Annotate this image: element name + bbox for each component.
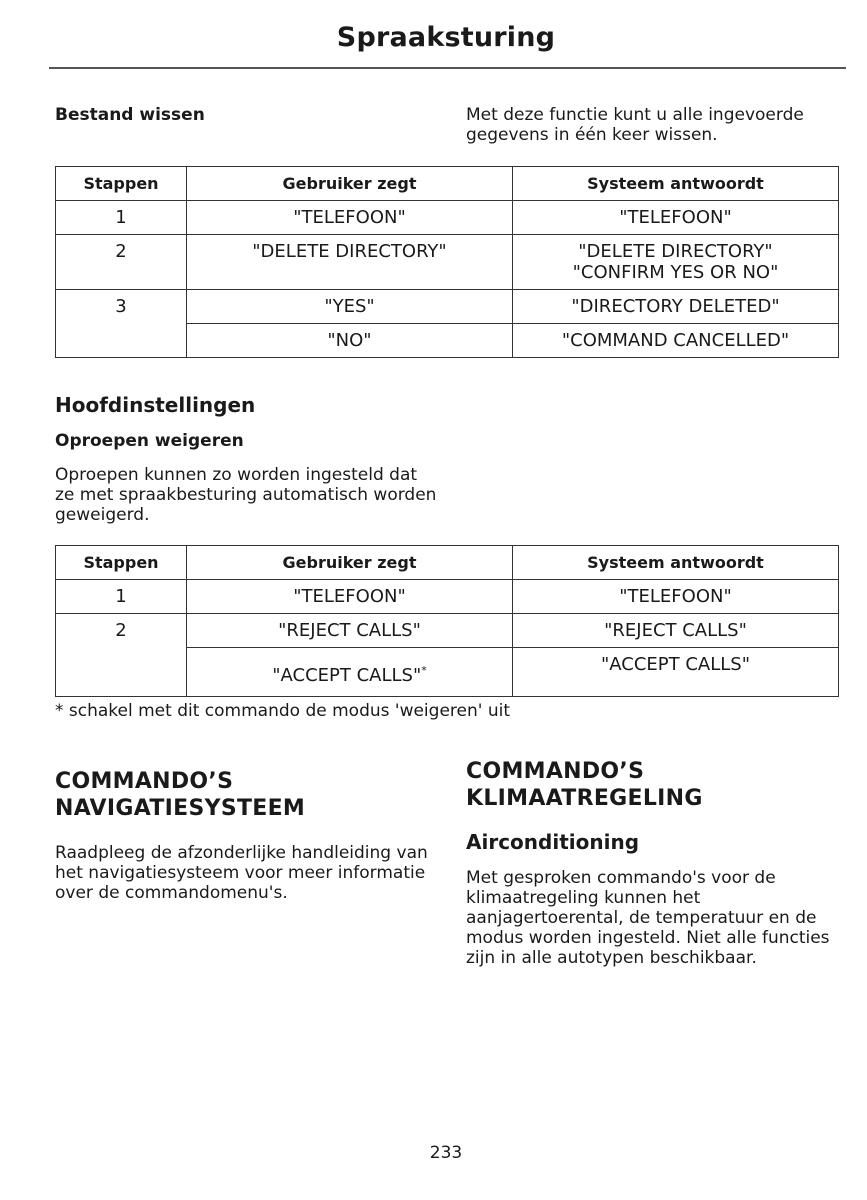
oproepen-weigeren-text: Oproepen kunnen zo worden ingesteld dat ze met spraakbesturing automatisch worden geweigerd.: [55, 465, 437, 525]
system-responds-cell: "ACCEPT CALLS": [513, 648, 839, 697]
bestand-wissen-label: Bestand wissen: [55, 105, 205, 125]
step-cell: 3: [56, 290, 187, 358]
user-says-cell: "REJECT CALLS": [187, 614, 513, 648]
table-row: [56, 201, 839, 235]
page-title: Spraaksturing: [336, 22, 556, 53]
bestand-wissen-description: Met deze functie kunt u alle ingevoerde gegevens in één keer wissen.: [466, 105, 804, 145]
footnote-marker: *: [421, 664, 427, 677]
table-row: [56, 614, 839, 648]
table-row: [56, 235, 839, 290]
system-responds-cell: "REJECT CALLS": [513, 614, 839, 648]
column-header-system-responds: Systeem antwoordt: [513, 546, 839, 580]
klimaat-heading-line: KLIMAATREGELING: [466, 786, 703, 811]
column-header-user-says: Gebruiker zegt: [187, 546, 513, 580]
klimaat-text: Met gesproken commando's voor de klimaatregeling kunnen het aanjagertoerental, de temperatuur en de modus worden ingesteld. Niet alle functies zijn in alle autotypen beschikbaar.: [466, 868, 830, 968]
column-header-steps: Stappen: [56, 546, 187, 580]
system-responds-cell: "DIRECTORY DELETED": [513, 290, 839, 324]
klimaat-heading: [466, 758, 846, 812]
table-header-row: [56, 546, 839, 580]
user-says-cell: [187, 648, 513, 697]
column-header-user-says: Gebruiker zegt: [187, 167, 513, 201]
user-says-cell: "TELEFOON": [187, 580, 513, 614]
user-says-text: "ACCEPT CALLS": [272, 665, 422, 686]
system-response-line: "DELETE DIRECTORY": [578, 241, 773, 262]
table-header-row: [56, 167, 839, 201]
system-response-line: "CONFIRM YES OR NO": [572, 262, 779, 283]
delete-directory-table: [55, 166, 839, 358]
table-row: [56, 290, 839, 324]
user-says-cell: "DELETE DIRECTORY": [187, 235, 513, 290]
step-cell: 2: [56, 235, 187, 290]
navigatie-heading-line: COMMANDO’S: [55, 769, 234, 794]
hoofdinstellingen-heading: Hoofdinstellingen: [55, 393, 256, 417]
airconditioning-subheading: Airconditioning: [466, 830, 640, 854]
navigatie-text: Raadpleeg de afzonderlijke handleiding van het navigatiesysteem voor meer informatie over de commandomenu's.: [55, 843, 428, 903]
navigatie-heading-line: NAVIGATIESYSTEEM: [55, 796, 306, 821]
oproepen-weigeren-subheading: Oproepen weigeren: [55, 431, 244, 451]
user-says-cell: "YES": [187, 290, 513, 324]
klimaat-heading-line: COMMANDO’S: [466, 759, 645, 784]
user-says-cell: "TELEFOON": [187, 201, 513, 235]
column-header-system-responds: Systeem antwoordt: [513, 167, 839, 201]
column-header-steps: Stappen: [56, 167, 187, 201]
system-responds-cell: [513, 235, 839, 290]
reject-calls-table: [55, 545, 839, 697]
system-responds-cell: "COMMAND CANCELLED": [513, 324, 839, 358]
system-responds-cell: "TELEFOON": [513, 580, 839, 614]
user-says-cell: "NO": [187, 324, 513, 358]
navigatie-heading: [55, 768, 435, 822]
step-cell: 1: [56, 201, 187, 235]
step-cell: 2: [56, 614, 187, 697]
page-number: 233: [429, 1143, 463, 1163]
title-divider: [49, 67, 846, 69]
system-responds-cell: "TELEFOON": [513, 201, 839, 235]
footnote: * schakel met dit commando de modus 'weigeren' uit: [55, 701, 510, 721]
step-cell: 1: [56, 580, 187, 614]
table-row: [56, 580, 839, 614]
